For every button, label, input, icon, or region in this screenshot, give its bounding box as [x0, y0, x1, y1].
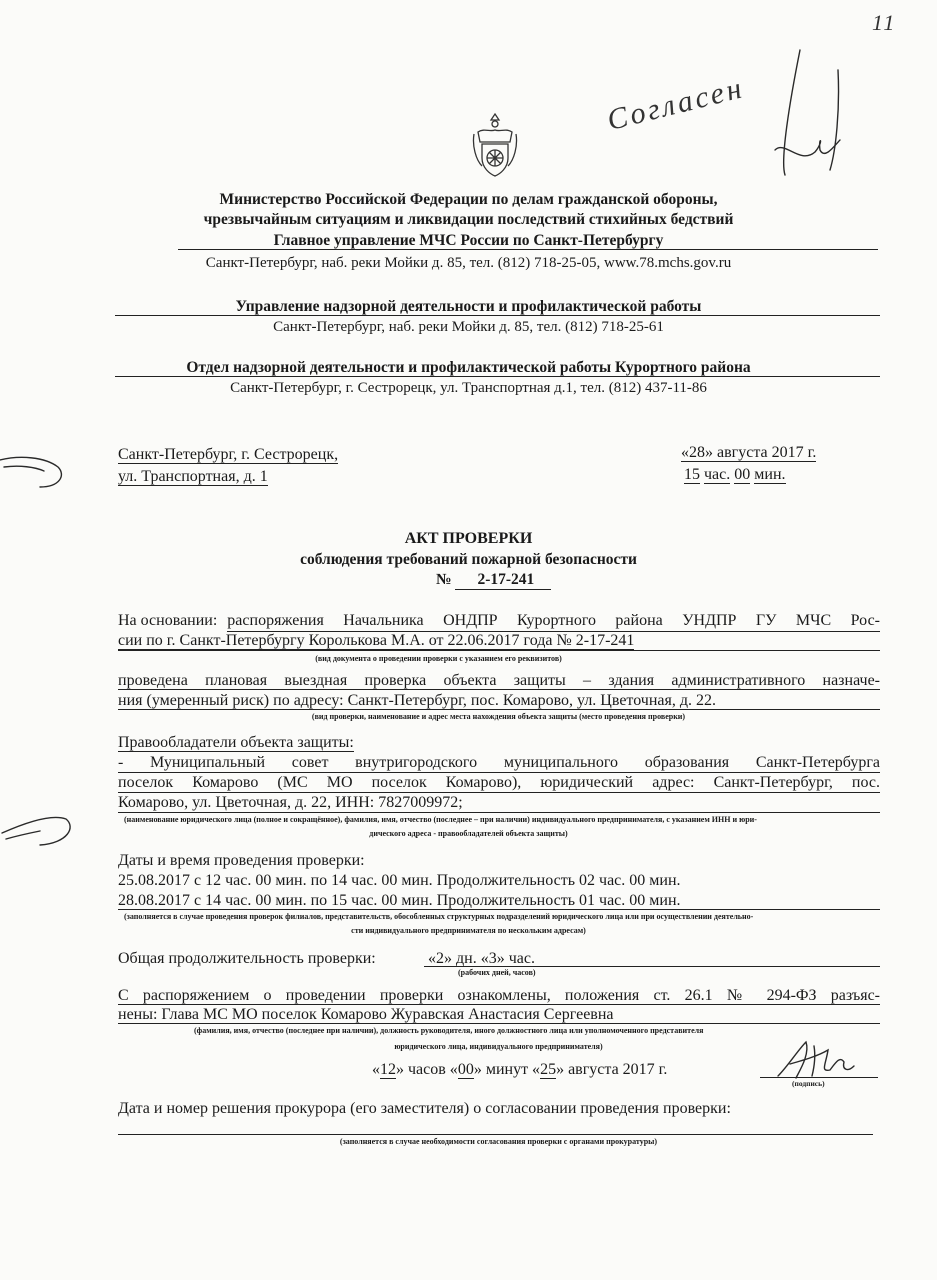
- prosecutor-label: Дата и номер решения прокурора (его заместителя) о согласовании проведения проверки:: [118, 1100, 731, 1117]
- place-line-2: ул. Транспортная, д. 1: [118, 468, 268, 485]
- prosecutor-caption: (заполняется в случае необходимости согласования проверки с органами прокуратуры): [339, 1137, 658, 1146]
- owners-caption-2: дического адреса - правообладателей объекта защиты): [369, 829, 568, 838]
- dates-line-1: 25.08.2017 с 12 час. 00 мин. по 14 час. 00 мин. Продолжительность 02 час. 00 мин.: [118, 872, 681, 889]
- basis-line-2: сии по г. Санкт-Петербургу Королькова М.А. от 22.06.2017 года № 2-17-241: [118, 632, 635, 649]
- department-name: Отдел надзорной деятельности и профилактической работы Курортного района: [186, 359, 751, 376]
- duration-label: Общая продолжительность проверки:: [118, 950, 376, 967]
- directorate-name: Управление надзорной деятельности и профилактической работы: [235, 298, 702, 315]
- inspection-line-1: проведена плановая выездная проверка объекта защиты – здания административного назначе-: [118, 672, 880, 689]
- place-line-1: Санкт-Петербург, г. Сестрорецк,: [118, 446, 339, 463]
- acquainted-caption-2: юридического лица, индивидуального предпринимателя): [394, 1042, 603, 1051]
- owners-line-2: поселок Комарово (МС МО поселок Комарово), юридический адрес: Санкт-Петербург, пос.: [118, 774, 880, 791]
- duration-rule: [424, 966, 880, 967]
- signature-rule: [760, 1077, 878, 1078]
- basis-caption: (вид документа о проведении проверки с указанием его реквизитов): [315, 654, 562, 663]
- act-subtitle: соблюдения требований пожарной безопасности: [300, 551, 637, 568]
- department-rule: [115, 376, 880, 377]
- dates-caption-1: (заполняется в случае проведения проверок филиалов, представительств, обособленных структурных подразделений юридического лица или при осуществлении деятельно-: [124, 912, 754, 921]
- acquainted-caption-1: (фамилия, имя, отчество (последнее при наличии), должность руководителя, иного должностного лица или уполномоченного представителя: [194, 1026, 704, 1035]
- approval-signature: [760, 40, 910, 180]
- act-number: № 2-17-241: [436, 571, 551, 590]
- directorate-address: Санкт-Петербург, наб. реки Мойки д. 85, тел. (812) 718-25-61: [273, 319, 664, 335]
- inspection-caption: (вид проверки, наименование и адрес места нахождения объекта защиты (место проведения проверки): [311, 712, 686, 721]
- duration-value: «2» дн. «3» час.: [428, 950, 535, 967]
- ministry-address: Санкт-Петербург, наб. реки Мойки д. 85, тел. (812) 718-25-05, www.78.mchs.gov.ru: [205, 255, 732, 271]
- acquainted-line-1: С распоряжением о проведении проверки ознакомлены, положения ст. 26.1 № 294-ФЗ разъяс-: [118, 987, 880, 1004]
- approval-note: Согласен: [603, 71, 748, 138]
- signature-caption: (подпись): [792, 1079, 825, 1088]
- owners-rule-3: [118, 812, 880, 813]
- date-line-1: «28» августа 2017 г.: [681, 444, 817, 461]
- dates-caption-2: сти индивидуального предпринимателя по нескольким адресам): [351, 926, 586, 935]
- owners-line-1: - Муниципальный совет внутригородского муниципального образования Санкт-Петербурга: [118, 754, 880, 771]
- directorate-rule: [115, 315, 880, 316]
- ministry-line-2: чрезвычайным ситуациям и ликвидации последствий стихийных бедствий: [203, 211, 734, 228]
- basis-line-1: На основании: распоряжения Начальника ОНДПР Курортного района УНДПР ГУ МЧС Рос-: [118, 611, 880, 632]
- department-address: Санкт-Петербург, г. Сестрорецк, ул. Транспортная д.1, тел. (812) 437-11-86: [230, 380, 707, 396]
- duration-caption: (рабочих дней, часов): [458, 968, 536, 977]
- ministry-rule: [178, 249, 878, 250]
- ministry-line-1: Министерство Российской Федерации по делам гражданской обороны,: [219, 191, 718, 208]
- acquainted-line-2: нены: Глава МС МО поселок Комарово Журавская Анастасия Сергеевна: [118, 1006, 614, 1023]
- dates-label: Даты и время проведения проверки:: [118, 852, 365, 869]
- owners-label: Правообладатели объекта защиты:: [118, 734, 354, 751]
- inspection-rule-1: [118, 689, 880, 690]
- emchs-emblem-icon: [470, 110, 520, 180]
- owners-caption-1: (наименование юридического лица (полное и сокращённое), фамилия, имя, отчество (последнее – при наличии) индивидуального предпринимателя, с указанием ИНН и юри-: [124, 815, 757, 824]
- dates-rule: [118, 909, 880, 910]
- basis-rule: [118, 650, 880, 651]
- inspection-rule-2: [118, 709, 880, 710]
- time-line: 15 час. 00 мин.: [684, 466, 786, 483]
- acquainted-datetime: «12» часов «00» минут «25» августа 2017 г.: [372, 1061, 668, 1078]
- ministry-line-3: Главное управление МЧС России по Санкт-Петербургу: [273, 232, 664, 249]
- owners-line-3: Комарово, ул. Цветочная, д. 22, ИНН: 7827009972;: [118, 794, 463, 811]
- prosecutor-rule: [118, 1134, 873, 1135]
- inspection-line-2: ния (умеренный риск) по адресу: Санкт-Петербург, пос. Комарово, ул. Цветочная, д. 22.: [118, 692, 716, 709]
- page-number: 11: [872, 10, 897, 35]
- acquainted-rule-2: [118, 1023, 880, 1024]
- binding-hole-mark-top: [0, 445, 70, 495]
- act-title: АКТ ПРОВЕРКИ: [404, 530, 533, 547]
- dates-line-2: 28.08.2017 с 14 час. 00 мин. по 15 час. 00 мин. Продолжительность 01 час. 00 мин.: [118, 892, 681, 909]
